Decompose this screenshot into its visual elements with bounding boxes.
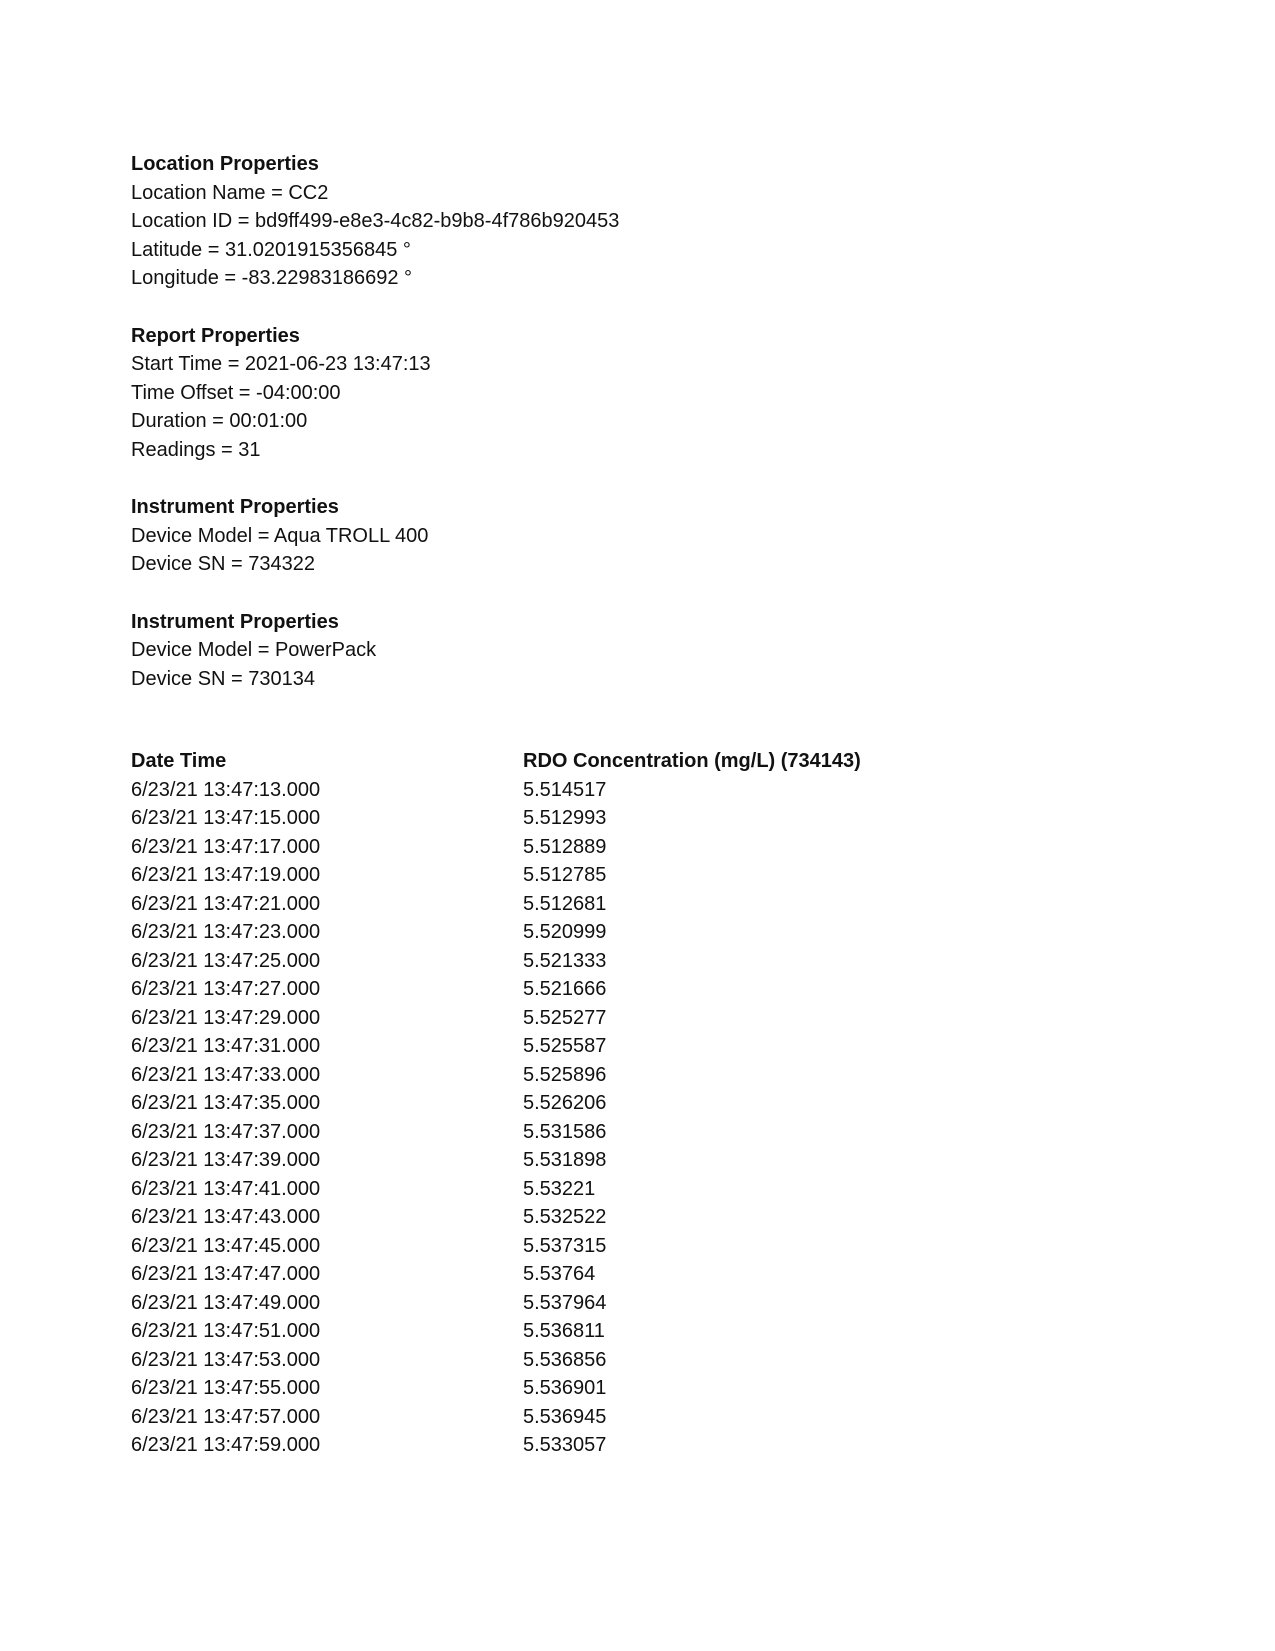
location-name: Location Name = CC2: [131, 181, 329, 204]
rdo-concentration-cell: 5.53764: [523, 1263, 596, 1285]
rdo-concentration-cell: 5.526206: [523, 1092, 607, 1114]
table-row: [131, 918, 1023, 947]
table-row: [131, 1004, 1023, 1033]
rdo-concentration-cell: 5.525896: [523, 1063, 607, 1086]
section-title: Instrument Properties: [131, 610, 339, 633]
readings: Readings = 31: [131, 438, 261, 461]
table-header-row: [131, 747, 1023, 776]
rdo-concentration-cell: 5.520999: [523, 921, 607, 943]
table-row: [131, 776, 1023, 805]
table-row: [131, 804, 1023, 833]
rdo-concentration-cell: 5.531898: [523, 1149, 607, 1171]
header-date-time: Date Time: [131, 750, 227, 772]
location-properties-section: [131, 150, 1131, 293]
table-row: [131, 1089, 1023, 1118]
date-time-cell: 6/23/21 13:47:13.000: [131, 778, 321, 801]
device-model: Device Model = Aqua TROLL 400: [131, 524, 429, 547]
section-title: Instrument Properties: [131, 496, 339, 518]
rdo-concentration-cell: 5.512993: [523, 807, 607, 829]
table-row: [131, 1317, 1023, 1346]
table-row: [131, 1260, 1023, 1289]
rdo-concentration-cell: 5.512785: [523, 864, 607, 886]
date-time-cell: 6/23/21 13:47:19.000: [131, 864, 321, 886]
date-time-cell: 6/23/21 13:47:35.000: [131, 1092, 321, 1114]
date-time-cell: 6/23/21 13:47:33.000: [131, 1063, 321, 1086]
date-time-cell: 6/23/21 13:47:23.000: [131, 921, 321, 943]
date-time-cell: 6/23/21 13:47:37.000: [131, 1120, 321, 1143]
rdo-concentration-cell: 5.512681: [523, 892, 607, 915]
date-time-cell: 6/23/21 13:47:45.000: [131, 1234, 321, 1257]
rdo-concentration-cell: 5.537315: [523, 1234, 607, 1257]
table-body: [131, 776, 1023, 1460]
table-row: [131, 1289, 1023, 1318]
rdo-concentration-cell: 5.533057: [523, 1434, 607, 1456]
table-row: [131, 1061, 1023, 1090]
rdo-concentration-cell: 5.536945: [523, 1405, 607, 1428]
table-row: [131, 1032, 1023, 1061]
header-rdo-concentration: RDO Concentration (mg/L) (734143): [523, 750, 861, 772]
device-model: Device Model = PowerPack: [131, 639, 377, 661]
rdo-concentration-cell: 5.514517: [523, 778, 607, 801]
table-row: [131, 947, 1023, 976]
longitude: Longitude = -83.22983186692 °: [131, 267, 413, 289]
instrument-properties-section-1: [131, 493, 1131, 579]
rdo-concentration-cell: 5.537964: [523, 1291, 607, 1314]
date-time-cell: 6/23/21 13:47:17.000: [131, 835, 321, 858]
rdo-concentration-cell: 5.525277: [523, 1006, 607, 1029]
instrument-properties-section-2: [131, 608, 1131, 694]
latitude: Latitude = 31.0201915356845 °: [131, 238, 411, 261]
date-time-cell: 6/23/21 13:47:29.000: [131, 1006, 321, 1029]
rdo-concentration-cell: 5.53221: [523, 1177, 596, 1200]
date-time-cell: 6/23/21 13:47:53.000: [131, 1348, 321, 1371]
properties-block: [131, 150, 1131, 722]
table-row: [131, 1374, 1023, 1403]
rdo-concentration-cell: 5.536811: [523, 1320, 605, 1342]
table-row: [131, 1203, 1023, 1232]
table-row: [131, 975, 1023, 1004]
device-sn: Device SN = 734322: [131, 553, 316, 575]
date-time-cell: 6/23/21 13:47:39.000: [131, 1149, 321, 1171]
time-offset: Time Offset = -04:00:00: [131, 381, 341, 404]
table-row: [131, 1346, 1023, 1375]
table-row: [131, 1118, 1023, 1147]
rdo-concentration-cell: 5.512889: [523, 835, 607, 858]
date-time-cell: 6/23/21 13:47:25.000: [131, 949, 321, 972]
table-row: [131, 1146, 1023, 1175]
rdo-concentration-cell: 5.536856: [523, 1348, 607, 1371]
table-row: [131, 1403, 1023, 1432]
date-time-cell: 6/23/21 13:47:57.000: [131, 1405, 321, 1428]
date-time-cell: 6/23/21 13:47:27.000: [131, 978, 321, 1000]
date-time-cell: 6/23/21 13:47:41.000: [131, 1177, 321, 1200]
date-time-cell: 6/23/21 13:47:55.000: [131, 1377, 321, 1399]
date-time-cell: 6/23/21 13:47:31.000: [131, 1035, 321, 1057]
rdo-concentration-cell: 5.525587: [523, 1035, 607, 1057]
rdo-concentration-cell: 5.531586: [523, 1120, 607, 1143]
date-time-cell: 6/23/21 13:47:59.000: [131, 1434, 321, 1456]
date-time-cell: 6/23/21 13:47:47.000: [131, 1263, 321, 1285]
table-row: [131, 833, 1023, 862]
date-time-cell: 6/23/21 13:47:15.000: [131, 807, 321, 829]
device-sn: Device SN = 730134: [131, 667, 316, 690]
table-row: [131, 861, 1023, 890]
date-time-cell: 6/23/21 13:47:51.000: [131, 1320, 321, 1342]
readings-table: [131, 747, 1023, 1460]
table-row: [131, 1431, 1023, 1460]
date-time-cell: 6/23/21 13:47:43.000: [131, 1206, 321, 1228]
start-time: Start Time = 2021-06-23 13:47:13: [131, 353, 431, 375]
table-row: [131, 1175, 1023, 1204]
rdo-concentration-cell: 5.521666: [523, 978, 607, 1000]
table-row: [131, 890, 1023, 919]
date-time-cell: 6/23/21 13:47:49.000: [131, 1291, 321, 1314]
date-time-cell: 6/23/21 13:47:21.000: [131, 892, 321, 915]
rdo-concentration-cell: 5.521333: [523, 949, 607, 972]
duration: Duration = 00:01:00: [131, 410, 308, 432]
location-id: Location ID = bd9ff499-e8e3-4c82-b9b8-4f786b920453: [131, 210, 620, 232]
section-title: Report Properties: [131, 324, 300, 347]
table-row: [131, 1232, 1023, 1261]
section-title: Location Properties: [131, 153, 319, 175]
rdo-concentration-cell: 5.536901: [523, 1377, 607, 1399]
rdo-concentration-cell: 5.532522: [523, 1206, 607, 1228]
report-properties-section: [131, 322, 1131, 465]
